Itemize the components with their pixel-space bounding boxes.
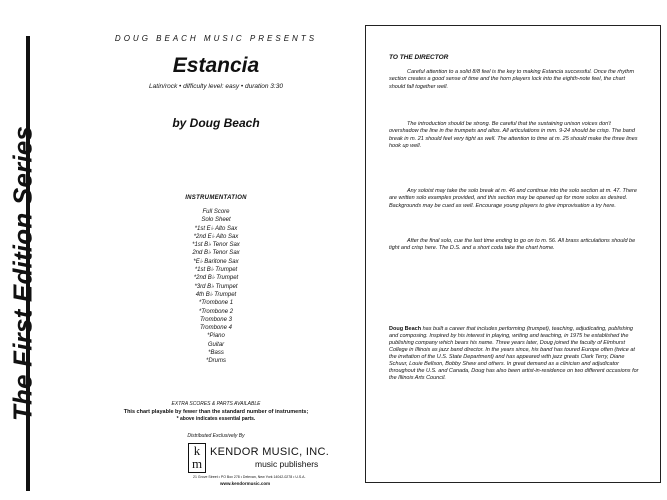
instrument-item: *Drums — [205, 358, 226, 365]
author-line: by Doug Beach — [172, 116, 260, 130]
series-title: The First Edition Series — [7, 125, 38, 422]
instrument-item: *E♭ Baritone Sax — [193, 258, 239, 265]
logo-letter-m: m — [191, 456, 203, 471]
instrument-item: Solo Sheet — [201, 217, 231, 224]
notes-heading: TO THE DIRECTOR — [389, 54, 449, 61]
logo-letter-k: k — [193, 443, 201, 458]
instrument-item: *3rd B♭ Trumpet — [194, 283, 238, 290]
notes-paragraph: After the final solo, cue the last time ending to go on to m. 56. All brass articulations should be tight and crisp here. The D.S. and a short coda take the chart home. — [389, 238, 636, 252]
instrument-item: Trombone 4 — [200, 325, 232, 332]
cover-page — [8, 8, 353, 492]
director-notes-page — [365, 25, 661, 483]
instrument-item: *1st B♭ Tenor Sax — [192, 242, 240, 249]
instrument-item: *2nd B♭ Trumpet — [193, 275, 239, 282]
instrument-item: Guitar — [207, 341, 225, 348]
instrument-item: *Trombone 1 — [198, 300, 234, 307]
kendor-subtitle: music publishers — [255, 459, 319, 469]
bio-text: has built a career that includes performing (trumpet), teaching, adjudicating, publishing and composing. Inspired by his interest in playing, writing and teaching, in 1975 he established the publishing company which bears his name. Three years later, Doug joined the faculty of Elmhurst College in Illinois as jazz band director. In the years since, his band has toured Europe often (twice at the invitation of the U.S. State Department) and has appeared with jazz greats Clark Terry, Diane Schuur, Louie Bellson, Bobby Shew and others. In great demand as a clinician and adjudicator throughout the U.S. and Canada, Doug has also been artist-in-residence on two different occasions for the Illinois Arts Council. — [389, 326, 639, 381]
instrumentation-heading: INSTRUMENTATION — [185, 195, 247, 201]
instrument-item: *Trombone 2 — [198, 308, 234, 315]
instrument-item: Trombone 3 — [200, 316, 232, 323]
kendor-name: KENDOR MUSIC, INC. — [210, 446, 330, 458]
playable-note: This chart playable by fewer than the standard number of instruments; — [123, 409, 309, 415]
author-bio — [389, 326, 639, 382]
instrument-item: *1st E♭ Alto Sax — [194, 225, 238, 232]
piece-meta: Latin/rock • difficulty level: easy • duration 3:30 — [149, 83, 283, 90]
instrumentation-list — [76, 208, 356, 366]
notes-paragraph: The introduction should be strong. Be careful that the sustaining unison voices don't overshadow the line in the trumpets and altos. All articulations in mm. 9-24 should be crisp. The band break in m. 21 should feel very tight as well. The attention to time at m. 25 should make the three lines hook up well. — [389, 121, 638, 150]
instrument-item: *Bass — [208, 350, 224, 357]
instrument-item: *2nd E♭ Alto Sax — [193, 233, 239, 240]
instrument-item: *1st B♭ Trumpet — [194, 267, 238, 274]
publisher-website: www.kendormusic.com — [220, 481, 271, 486]
piece-title: Estancia — [172, 54, 260, 77]
instrument-item: 2nd B♭ Tenor Sax — [192, 250, 240, 257]
instrument-item: 4th B♭ Trumpet — [195, 291, 237, 298]
publisher-address: 21 Grove Street • PO Box 278 • Delevan, New York 14042-0278 • U.S.A. — [193, 475, 306, 479]
instrument-item: Full Score — [202, 209, 230, 215]
kendor-logo — [188, 443, 206, 473]
bio-name: Doug Beach — [389, 326, 422, 332]
notes-paragraph: Any soloist may take the solo break at m. 46 and continue into the solo section at m. 47. There are written solo examples provided, and this section may be opened up for more solos as desired. Backgrounds may be cued as well. Encourage young players to give improvisation a try here. — [389, 188, 637, 209]
distributed-by: Distributed Exclusively By — [187, 433, 245, 439]
extra-parts-note: EXTRA SCORES & PARTS AVAILABLE — [171, 401, 261, 407]
publisher-line: DOUG BEACH MUSIC PRESENTS — [114, 34, 318, 43]
notes-paragraph: Careful attention to a solid 8/8 feel is the key to making Estancia successful. Once the rhythm section creates a good sense of time and the horn players lock into the eighth-note feel, the chart should fall together well. — [389, 69, 635, 90]
essential-parts-note: * above indicates essential parts. — [176, 416, 256, 422]
instrument-item: *Piano — [207, 333, 225, 340]
